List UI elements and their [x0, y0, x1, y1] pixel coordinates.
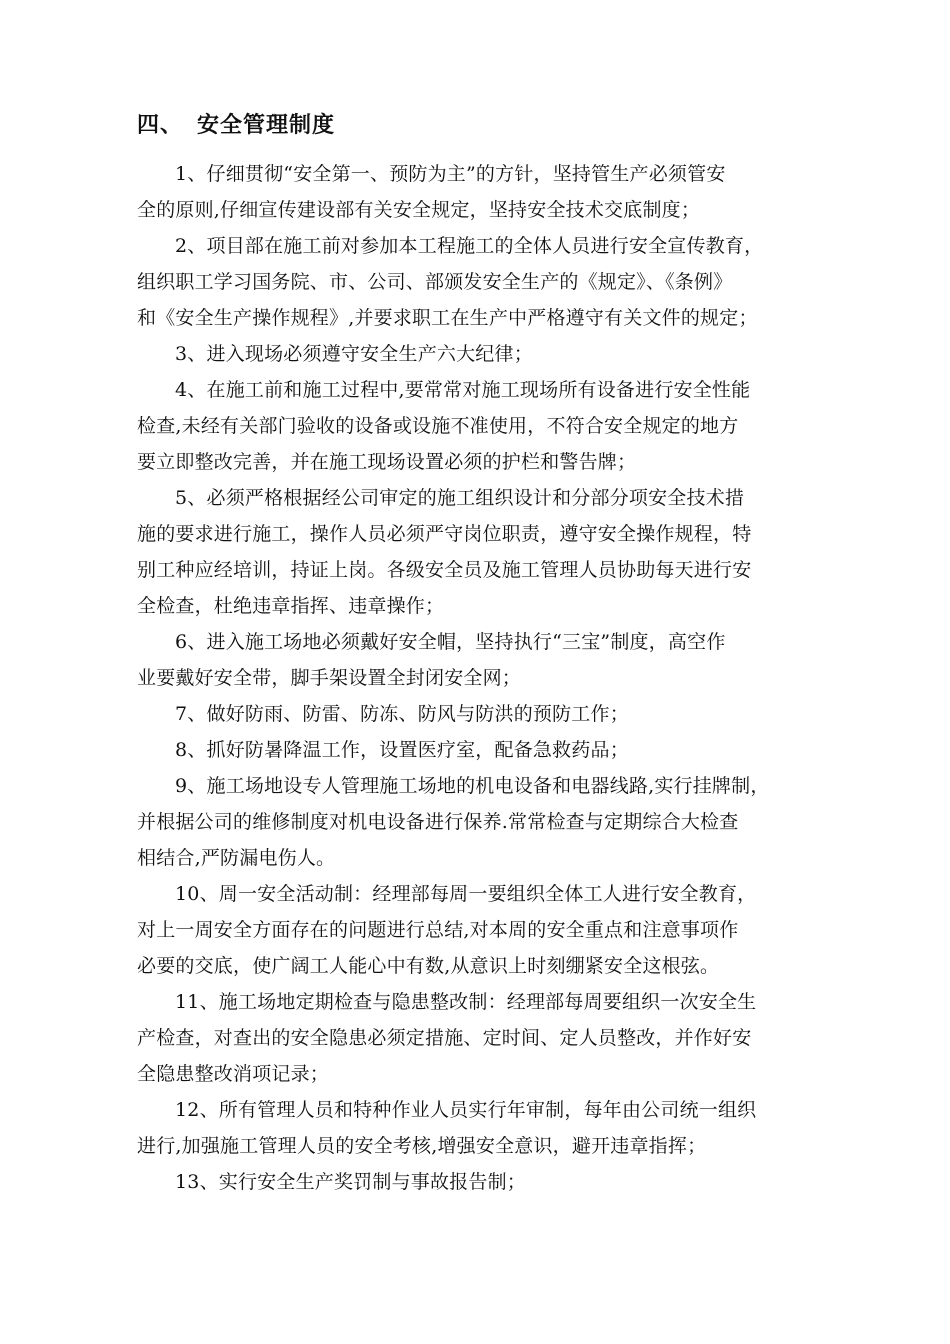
paragraph-line: 2、项目部在施工前对参加本工程施工的全体人员进行安全宣传教育， — [175, 235, 764, 257]
paragraph-line: 8、抓好防暑降温工作，设置医疗室，配备急救药品； — [175, 739, 629, 761]
paragraph-line: 13、实行安全生产奖罚制与事故报告制； — [175, 1171, 526, 1193]
paragraph-line: 全检查，杜绝违章指挥、违章操作； — [137, 595, 445, 617]
paragraph-line: 全隐患整改消项记录； — [137, 1063, 330, 1085]
paragraph-line: 对上一周安全方面存在的问题进行总结,对本周的安全重点和注意事项作 — [137, 919, 739, 941]
paragraph-line: 施的要求进行施工，操作人员必须严守岗位职责，遵守安全操作规程，特 — [137, 523, 752, 545]
paragraph-line: 4、在施工前和施工过程中,要常常对施工现场所有设备进行安全性能 — [175, 379, 751, 401]
paragraph-line: 3、进入现场必须遵守安全生产六大纪律； — [175, 343, 533, 365]
paragraph-line: 9、施工场地设专人管理施工场地的机电设备和电器线路,实行挂牌制， — [175, 775, 770, 797]
paragraph — [137, 336, 859, 372]
paragraph-line: 并根据公司的维修制度对机电设备进行保养.常常检查与定期综合大检查 — [137, 811, 739, 833]
paragraph — [137, 696, 859, 732]
paragraph-line: 别工种应经培训，持证上岗。各级安全员及施工管理人员协助每天进行安 — [137, 559, 752, 581]
paragraph — [137, 1092, 859, 1164]
paragraph-line: 组织职工学习国务院、市、公司、部颁发安全生产的《规定》、《条例》 — [137, 271, 733, 293]
paragraph — [137, 876, 859, 984]
paragraph-line: 全的原则,仔细宣传建设部有关安全规定，坚持安全技术交底制度； — [137, 199, 701, 221]
paragraph-line: 必要的交底，使广阔工人能心中有数,从意识上时刻绷紧安全这根弦。 — [137, 955, 720, 977]
document-body — [137, 156, 859, 1200]
paragraph — [137, 480, 859, 624]
paragraph-line: 检查,未经有关部门验收的设备或设施不准使用，不符合安全规定的地方 — [137, 415, 739, 437]
paragraph — [137, 228, 859, 336]
paragraph — [137, 732, 859, 768]
paragraph-line: 进行,加强施工管理人员的安全考核,增强安全意识，避开违章指挥； — [137, 1135, 707, 1157]
paragraph-line: 业要戴好安全带，脚手架设置全封闭安全网； — [137, 667, 522, 689]
paragraph-line: 12、所有管理人员和特种作业人员实行年审制，每年由公司统一组织 — [175, 1099, 757, 1121]
paragraph — [137, 372, 859, 480]
paragraph — [137, 768, 859, 876]
paragraph-line: 产检查，对查出的安全隐患必须定措施、定时间、定人员整改，并作好安 — [137, 1027, 752, 1049]
section-title: 安全管理制度 — [197, 113, 336, 138]
paragraph — [137, 984, 859, 1092]
paragraph-line: 10、周一安全活动制：经理部每周一要组织全体工人进行安全教育， — [175, 883, 757, 905]
section-heading — [137, 106, 335, 146]
paragraph-line: 6、进入施工场地必须戴好安全帽，坚持执行“三宝”制度，高空作 — [175, 631, 726, 653]
paragraph-line: 5、必须严格根据经公司审定的施工组织设计和分部分项安全技术措 — [175, 487, 745, 509]
paragraph-line: 11、施工场地定期检查与隐患整改制：经理部每周要组织一次安全生 — [175, 991, 757, 1013]
paragraph — [137, 1164, 859, 1200]
paragraph-line: 要立即整改完善，并在施工现场设置必须的护栏和警告牌； — [137, 451, 637, 473]
paragraph — [137, 624, 859, 696]
paragraph-line: 1、仔细贯彻“安全第一、预防为主”的方针，坚持管生产必须管安 — [175, 163, 726, 185]
paragraph-line: 相结合,严防漏电伤人。 — [137, 847, 336, 869]
paragraph-line: 7、做好防雨、防雷、防冻、防风与防洪的预防工作； — [175, 703, 629, 725]
section-number: 四、 — [137, 113, 184, 138]
paragraph-line: 和《安全生产操作规程》,并要求职工在生产中严格遵守有关文件的规定； — [137, 307, 758, 329]
paragraph — [137, 156, 859, 228]
